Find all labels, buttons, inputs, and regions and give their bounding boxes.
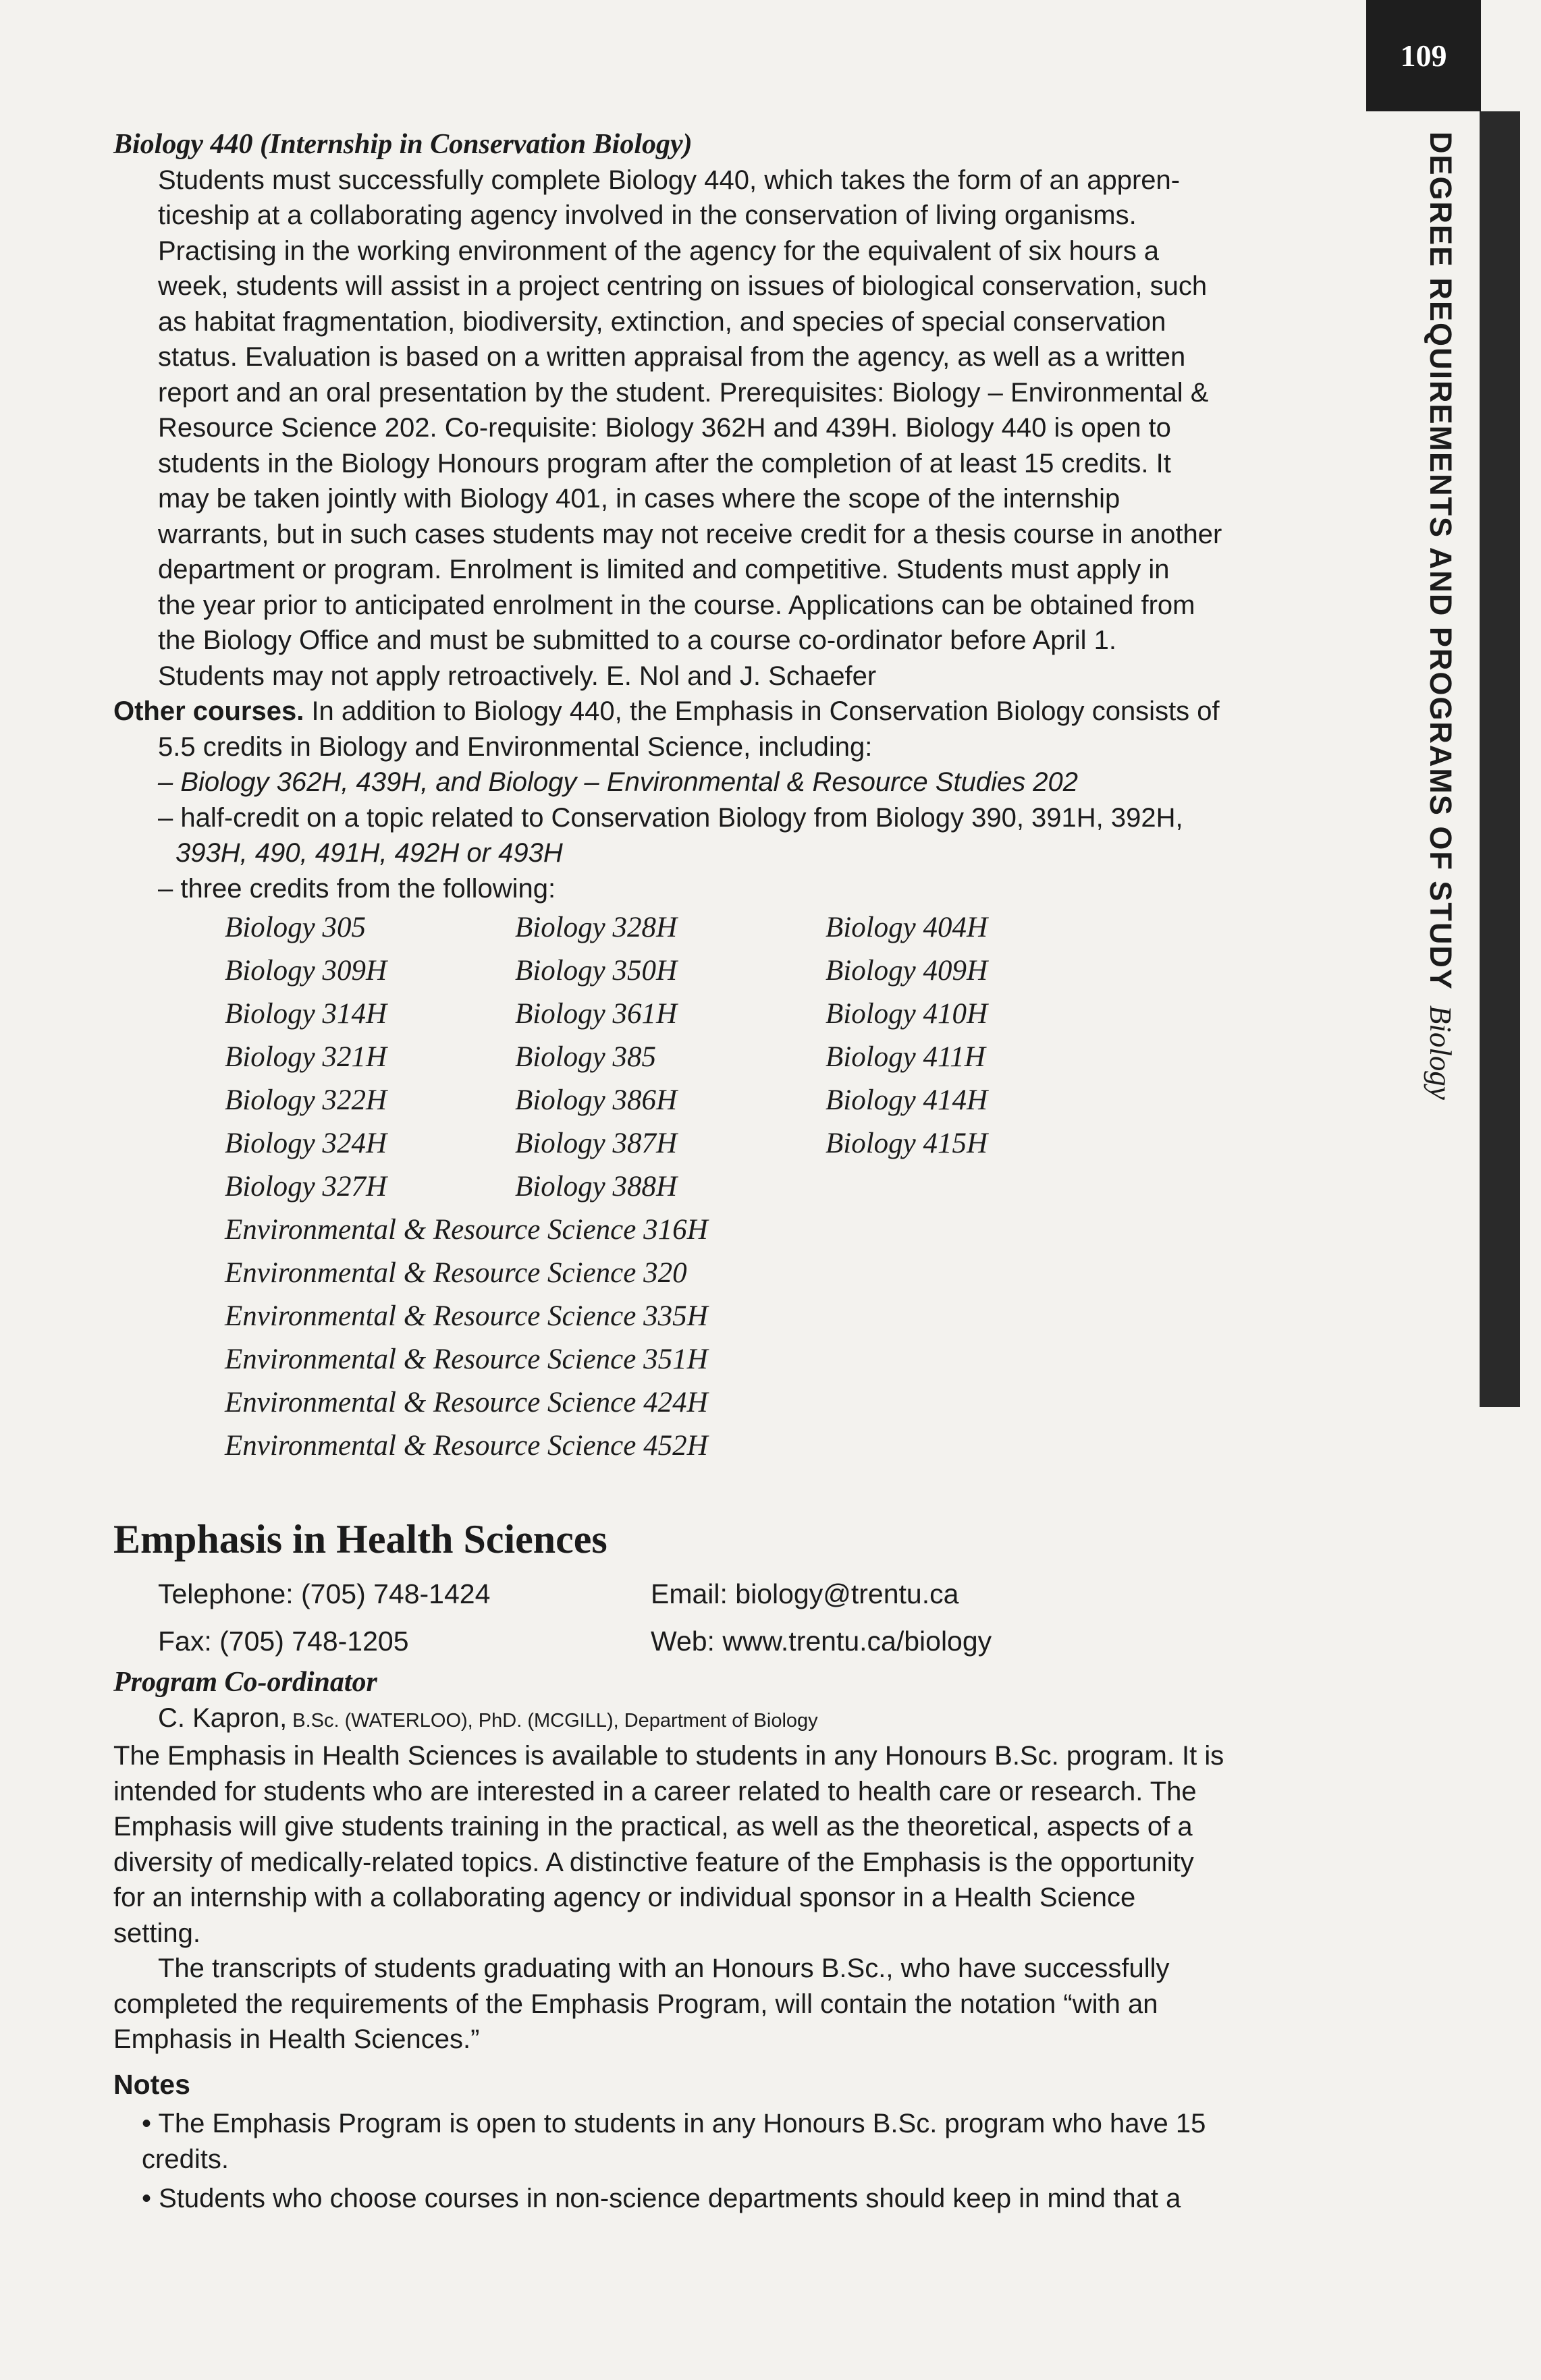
course-cell: Biology 309H [225,955,387,987]
course-cell: Biology 411H [826,1041,985,1073]
internship-line: Resource Science 202. Co-requisite: Biology 362H and 439H. Biology 440 is open to [158,413,1171,443]
env-course: Environmental & Resource Science 424H [225,1387,708,1418]
para2-line: The transcripts of students graduating with an Honours B.Sc., who have successfully [158,1954,1170,1983]
para1-line: diversity of medically-related topics. A distinctive feature of the Emphasis is the opportunity [113,1847,1194,1877]
side-tab-subject: Biology [1424,1005,1457,1100]
side-tab-section: DEGREE REQUIREMENTS AND PROGRAMS OF STUDY [1424,132,1458,991]
internship-line: ticeship at a collaborating agency involved in the conservation of living organisms. [158,200,1137,230]
other-courses-line2: 5.5 credits in Biology and Environmental Science, including: [158,731,873,762]
page-content [113,127,1349,2221]
other-course-item: 393H, 490, 491H, 492H or 493H [175,838,563,868]
note-line: credits. [142,2144,229,2174]
health-para-1 [113,1738,1349,1951]
course-cell: Biology 361H [515,998,678,1030]
course-cell: Biology 385 [515,1041,656,1073]
course-cell: Biology 314H [225,998,387,1030]
internship-line: the Biology Office and must be submitted to a course co-ordinator before April 1. [158,626,1117,655]
para1-line: intended for students who are interested in a career related to health care or research. The [113,1776,1197,1806]
internship-line: warrants, but in such cases students may not receive credit for a thesis course in another [158,519,1222,549]
fax: Fax: (705) 748-1205 [158,1626,409,1657]
course-cell: Biology 305 [225,912,366,943]
note-item [113,2181,1349,2217]
note-line: • Students who choose courses in non-science departments should keep in mind that a [142,2184,1181,2213]
other-courses-items [113,765,1349,906]
env-course: Environmental & Resource Science 335H [225,1300,708,1332]
course-cell: Biology 350H [515,955,678,987]
course-cell: Biology 386H [515,1084,678,1116]
internship-line: status. Evaluation is based on a written appraisal from the agency, as well as a written [158,342,1186,372]
biology-course-grid [113,906,1349,1209]
other-courses-paragraph [113,694,1349,906]
course-cell: Biology 328H [515,912,678,943]
env-course: Environmental & Resource Science 316H [225,1214,708,1246]
internship-line: may be taken jointly with Biology 401, in cases where the scope of the internship [158,484,1120,514]
note-item [113,2106,1349,2177]
env-course-list [113,1209,1349,1468]
note-line: • The Emphasis Program is open to students in any Honours B.Sc. program who have 15 [142,2109,1206,2138]
internship-line: students in the Biology Honours program after the completion of at least 15 credits. It [158,448,1171,478]
para1-line: The Emphasis in Health Sciences is available to students in any Honours B.Sc. program. It is [113,1741,1224,1771]
contact-block [113,1570,1349,1665]
other-courses-line1: In addition to Biology 440, the Emphasis in Conservation Biology consists of [304,696,1220,726]
course-cell: Biology 324H [225,1128,387,1159]
telephone: Telephone: (705) 748-1424 [158,1578,491,1609]
para1-line: Emphasis will give students training in the practical, as well as the theoretical, aspects of a [113,1812,1193,1842]
internship-line: department or program. Enrolment is limited and competitive. Students must apply in [158,555,1170,584]
internship-line: report and an oral presentation by the student. Prerequisites: Biology – Environmental & [158,377,1209,408]
other-course-item: – Biology 362H, 439H, and Biology – Environmental & Resource Studies 202 [158,767,1079,797]
internship-line: Students may not apply retroactively. E. Nol and J. Schaefer [158,661,877,691]
para2-line: Emphasis in Health Sciences.” [113,2024,480,2054]
email[interactable]: Email: biology@trentu.ca [651,1578,959,1609]
coordinator-name: C. Kapron, [158,1703,288,1733]
notes-list [113,2106,1349,2217]
internship-heading: Biology 440 (Internship in Conservation Biology) [113,129,693,160]
other-courses-label: Other courses. [113,696,304,726]
course-cell: Biology 387H [515,1128,678,1159]
para1-line: setting. [113,1918,200,1948]
coordinator-line [113,1700,1349,1739]
para2-line: completed the requirements of the Emphasis Program, will contain the notation “with an [113,1989,1158,2019]
course-cell: Biology 410H [826,998,988,1030]
course-cell: Biology 388H [515,1171,678,1202]
internship-line: Students must successfully complete Biology 440, which takes the form of an appren- [158,165,1181,195]
env-course: Environmental & Resource Science 320 [225,1257,687,1289]
course-cell: Biology 321H [225,1041,387,1073]
coordinator-heading: Program Co-ordinator [113,1667,377,1698]
course-cell: Biology 327H [225,1171,387,1202]
page-number-tab [1366,0,1481,111]
course-cell: Biology 404H [826,912,988,943]
side-stripe [1480,111,1520,1407]
env-course: Environmental & Resource Science 351H [225,1344,708,1375]
coordinator-credentials: B.Sc. (WATERLOO), PhD. (MCGILL), Department of Biology [287,1709,818,1732]
course-cell: Biology 414H [826,1084,988,1116]
other-course-item: – three credits from the following: [158,873,556,904]
internship-body [113,163,1349,694]
side-tab-label [1423,132,1458,1100]
para1-line: for an internship with a collaborating agency or individual sponsor in a Health Science [113,1883,1136,1912]
internship-line: the year prior to anticipated enrolment in the course. Applications can be obtained from [158,590,1195,620]
course-cell [826,1165,1096,1209]
course-cell: Biology 409H [826,955,988,987]
internship-line: as habitat fragmentation, biodiversity, extinction, and species of special conservation [158,306,1166,337]
web-link[interactable]: Web: www.trentu.ca/biology [651,1626,992,1657]
course-cell: Biology 415H [826,1128,988,1159]
health-section-title: Emphasis in Health Sciences [113,1517,607,1561]
other-course-item: – half-credit on a topic related to Conservation Biology from Biology 390, 391H, 392H, [158,802,1183,833]
notes-heading: Notes [113,2068,190,2100]
health-para-2 [113,1951,1349,2057]
page-number: 109 [1400,38,1447,73]
course-cell: Biology 322H [225,1084,387,1116]
env-course: Environmental & Resource Science 452H [225,1430,708,1462]
internship-line: Practising in the working environment of the agency for the equivalent of six hours a [158,236,1160,266]
internship-line: week, students will assist in a project centring on issues of biological conservation, such [158,271,1208,301]
